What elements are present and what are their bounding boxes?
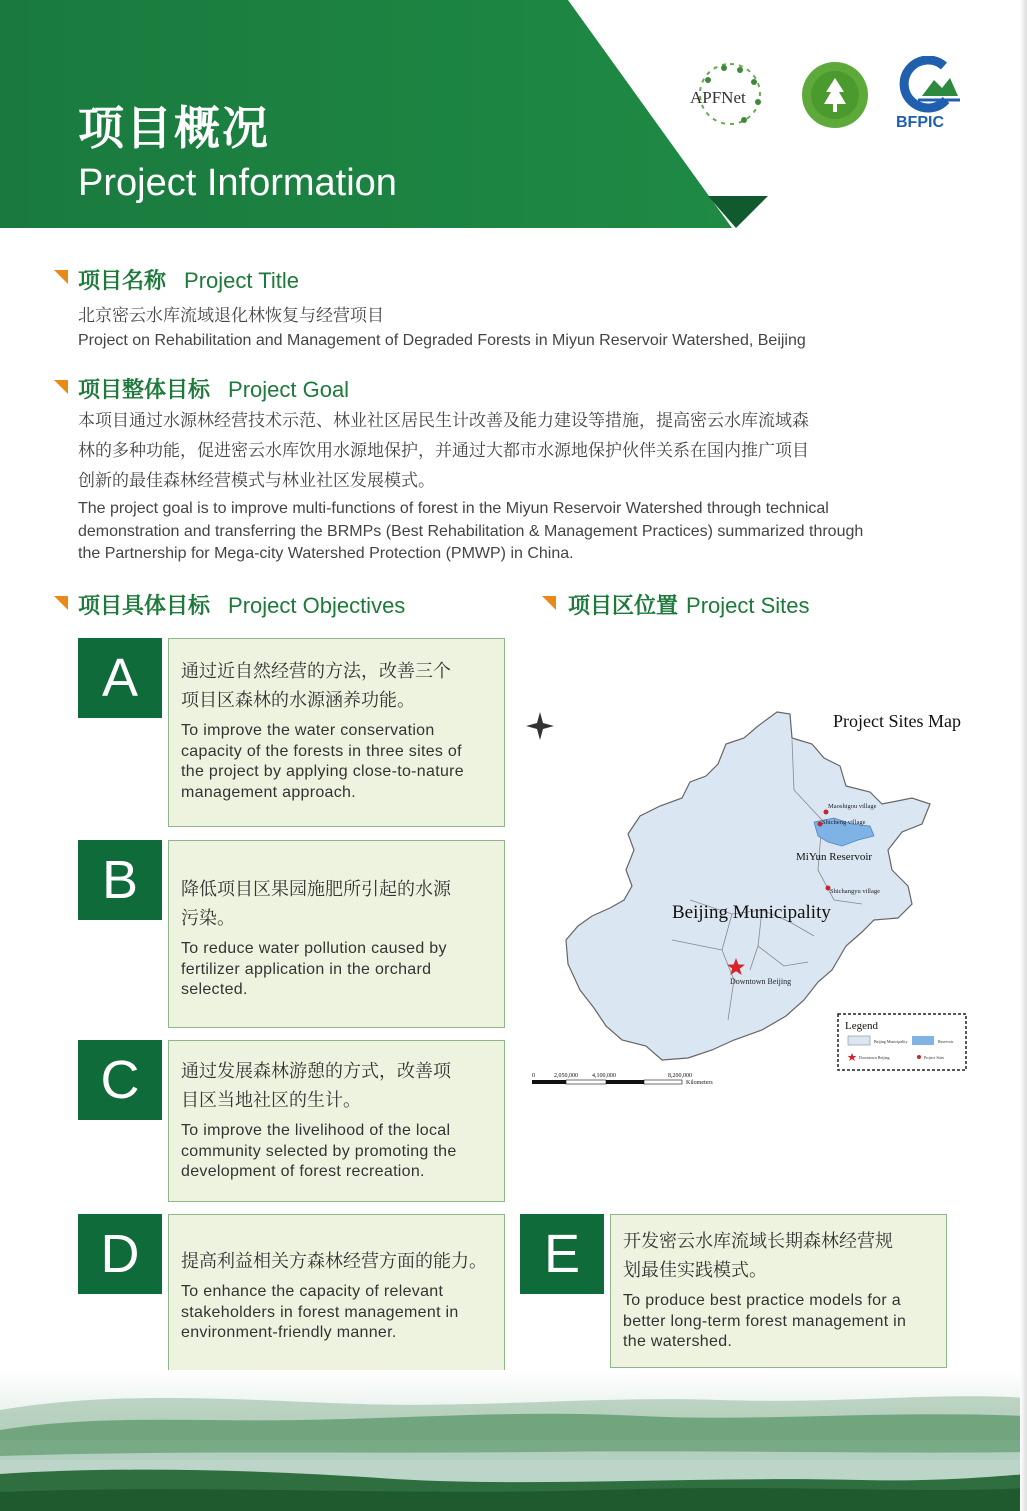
bullet-triangle-icon	[54, 596, 68, 610]
objective-text-cn: 通过近自然经营的方法，改善三个 项目区森林的水源涵养功能。	[181, 661, 451, 711]
beijing-region-shape	[566, 712, 930, 1060]
objective-box-e	[610, 1214, 947, 1368]
scale-tick: 2,050,000	[554, 1073, 578, 1079]
region-label: Beijing Municipality	[672, 902, 831, 923]
reservoir-label: MiYun Reservoir	[796, 851, 873, 863]
page-title-en: Project Information	[78, 162, 397, 204]
objective-text-cn: 提高利益相关方森林经营方面的能力。	[181, 1251, 487, 1272]
heading-en: Project Objectives	[228, 593, 406, 618]
beijing-forestry-society-logo	[798, 60, 872, 130]
apfnet-logo-text: APFNet	[690, 88, 746, 107]
page-edge-shadow	[1020, 0, 1027, 1511]
village-label: Maoshigou village	[828, 803, 877, 810]
project-title-en: Project on Rehabilitation and Management of Degraded Forests in Miyun Reservoir Watershed, Beijing	[78, 332, 806, 349]
objective-letter-e: E	[520, 1214, 604, 1294]
objective-box-c	[168, 1040, 505, 1202]
objective-text-en: To improve the livelihood of the local community selected by promoting the development of forest recreation.	[181, 1122, 457, 1181]
page-title-cn: 项目概况	[78, 101, 270, 155]
project-goal-en	[78, 498, 863, 566]
objective-text-cn: 通过发展森林游憩的方式，改善项 目区当地社区的生计。	[181, 1061, 451, 1111]
heading-cn: 项目整体目标	[78, 378, 211, 403]
bullet-triangle-icon	[54, 270, 68, 284]
goal-line-cn: 本项目通过水源林经营技术示范、林业社区居民生计改善及能力建设等措施，提高密云水库流域森	[78, 411, 809, 431]
project-title-cn: 北京密云水库流域退化林恢复与经营项目	[78, 306, 384, 326]
objective-letter-d: D	[78, 1214, 162, 1294]
legend-item: Downtown Beijing	[859, 1055, 890, 1060]
objective-letter-c: C	[78, 1040, 162, 1120]
objective-text-en: To enhance the capacity of relevant stakeholders in forest management in environment-friendly manner.	[181, 1283, 459, 1342]
goal-line-cn: 创新的最佳森林经营模式与林业社区发展模式。	[78, 471, 435, 491]
bfpic-logo	[894, 56, 964, 134]
apfnet-logo	[684, 58, 776, 130]
legend-item: Project Sites	[924, 1055, 945, 1060]
village-label: Shicheng village	[822, 819, 866, 826]
map-title: Project Sites Map	[833, 711, 961, 731]
objective-box-d	[168, 1214, 505, 1376]
section-heading-project-goal	[78, 373, 349, 404]
bfpic-logo-text: BFPIC	[896, 114, 944, 131]
section-heading-objectives	[78, 589, 405, 620]
project-sites-map	[522, 700, 982, 1090]
goal-line-en: The project goal is to improve multi-functions of forest in the Miyun Reservoir Watershed through technical	[78, 500, 829, 517]
goal-line-en: the Partnership for Mega-city Watershed Protection (PMWP) in China.	[78, 545, 574, 562]
bullet-triangle-icon	[542, 596, 556, 610]
objective-box-b	[168, 840, 505, 1028]
scale-tick: 0	[532, 1073, 535, 1079]
legend-title: Legend	[845, 1020, 878, 1032]
objective-letter-b: B	[78, 840, 162, 920]
objective-text-en: To reduce water pollution caused by fertilizer application in the orchard selected.	[181, 940, 447, 999]
heading-cn: 项目区位置	[568, 594, 679, 619]
downtown-label: Downtown Beijing	[730, 977, 792, 986]
scale-tick: 4,100,000	[592, 1073, 616, 1079]
bullet-triangle-icon	[54, 380, 68, 394]
objective-text-en: To produce best practice models for a better long-term forest management in the watershed.	[623, 1292, 907, 1351]
objective-box-a	[168, 638, 505, 827]
legend-item: Reservoir	[938, 1039, 954, 1044]
section-heading-project-title	[78, 264, 299, 295]
goal-line-cn: 林的多种功能，促进密云水库饮用水源地保护，并通过大都市水源地保护伙伴关系在国内推广项目	[78, 441, 809, 461]
goal-line-en: demonstration and transferring the BRMPs (Best Rehabilitation & Management Practices) summarized through	[78, 522, 864, 540]
objective-text-cn: 降低项目区果园施肥所引起的水源 污染。	[181, 879, 451, 929]
legend-dot-icon	[917, 1055, 921, 1059]
heading-en: Project Goal	[228, 377, 350, 402]
heading-cn: 项目具体目标	[78, 594, 211, 619]
landscape-photo	[0, 1370, 1027, 1511]
heading-en: Project Sites	[686, 593, 810, 618]
objective-letter-a: A	[78, 638, 162, 718]
compass-icon	[526, 712, 554, 740]
scale-tick: 8,200,000	[668, 1073, 692, 1079]
heading-en: Project Title	[184, 268, 299, 293]
project-site-marker	[824, 810, 829, 815]
section-heading-sites	[568, 589, 810, 620]
objective-text-en: To improve the water conservation capacity of the forests in three sites of the project by applying close-to-nature management approach.	[181, 722, 464, 802]
heading-cn: 项目名称	[78, 269, 167, 294]
project-goal-cn	[78, 406, 809, 496]
scale-unit: Kilometers	[686, 1080, 713, 1086]
village-label: Shichangyu village	[830, 888, 881, 895]
legend-item: Beijing Municipality	[874, 1039, 908, 1044]
objective-text-cn: 开发密云水库流域长期森林经营规 划最佳实践模式。	[623, 1231, 893, 1281]
